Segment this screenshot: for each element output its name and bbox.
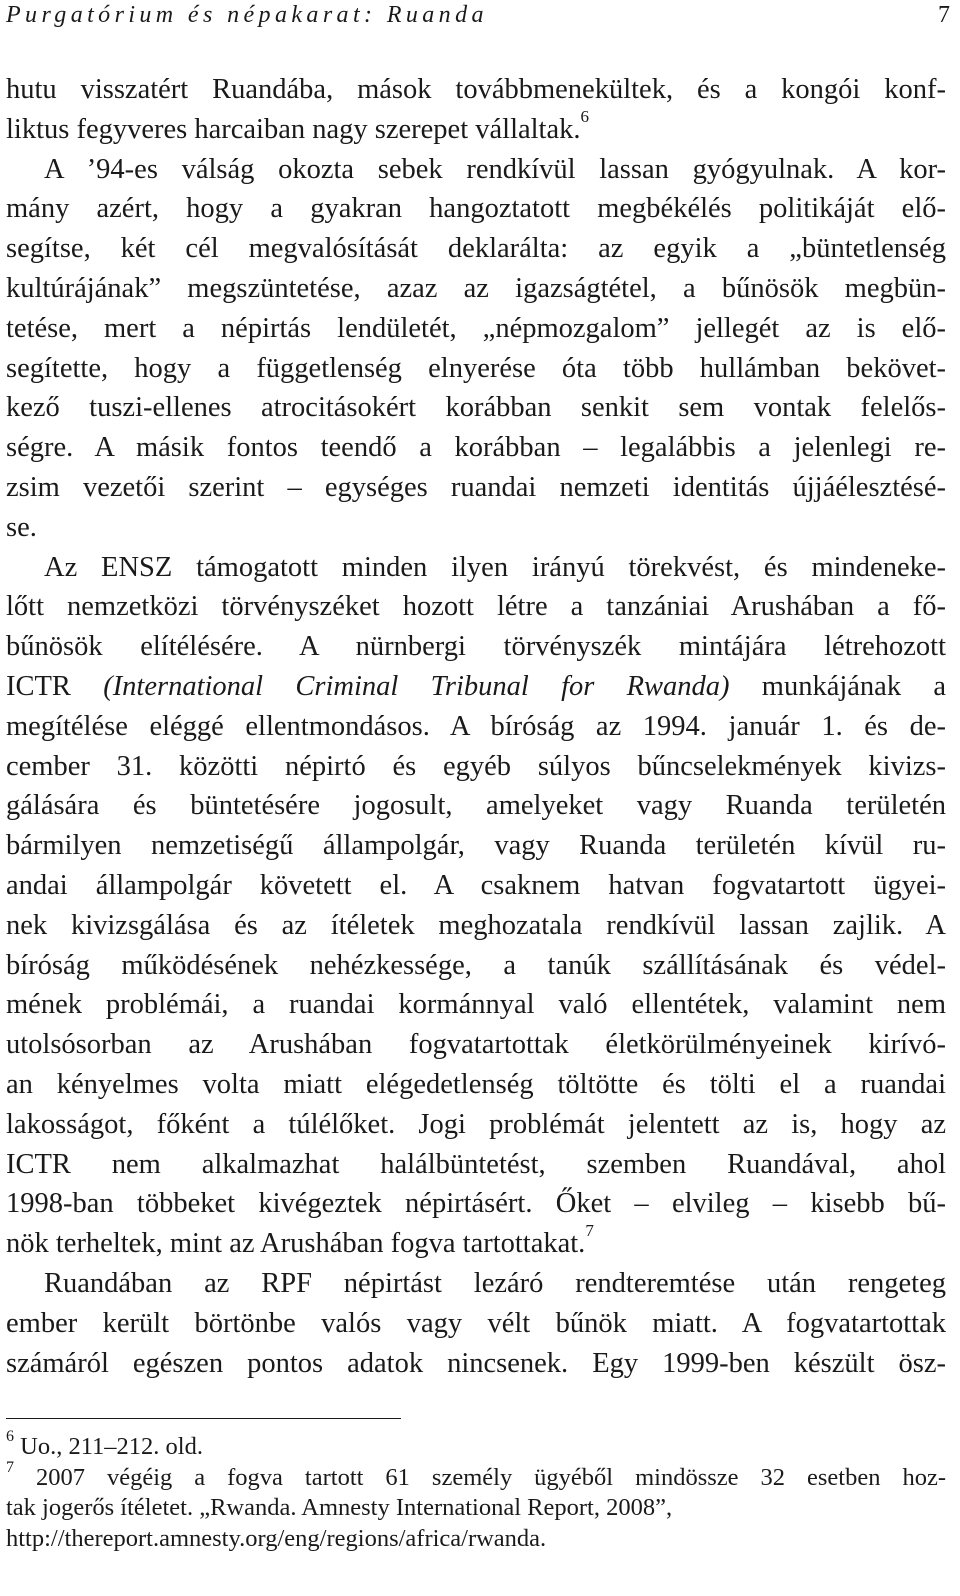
running-header (6, 0, 954, 32)
italic-segment: (International Criminal Tribunal for Rwanda) (103, 670, 730, 702)
paragraph-1 (6, 70, 946, 150)
text-line: bármilyen nemzetiségű állampolgár, vagy Ruanda területén kívül ru- (6, 830, 946, 862)
text-line: Ruandában az RPF népirtást lezáró rendteremtése után rengeteg (44, 1267, 946, 1299)
footnote-7 (6, 1458, 947, 1494)
text-line: A ’94-es válság okozta sebek rendkívül lassan gyógyulnak. A kor- (44, 153, 946, 185)
text-segment: liktus fegyveres harcaiban nagy szerepet vállaltak. (6, 113, 581, 145)
text-line: se. (6, 511, 37, 543)
footnote-link[interactable]: http://thereport.amnesty.org/eng/regions/africa/rwanda. (6, 1524, 547, 1552)
footnote-text: 2007 végéig a fogva tartott 61 személy ügyéből mindössze 32 esetben hoz- (36, 1463, 947, 1491)
running-title: Purgatórium és népakarat: Ruanda (6, 2, 488, 28)
text-line: kultúrájának” megszüntetése, azaz az igazságtétel, a bűnösök megbün- (6, 272, 946, 304)
text-line: gálására és büntetésére jogosult, amelyeket vagy Ruanda területén (6, 790, 946, 822)
page-number: 7 (938, 2, 950, 28)
footnote-divider (6, 1418, 401, 1419)
text-line: 1998-ban többeket kivégeztek népirtásért. Őket – elvileg – kisebb bű- (6, 1188, 946, 1220)
text-segment: nök terheltek, mint az Arushában fogva tartottakat. (6, 1228, 586, 1260)
text-line: utolsósorban az Arushában fogvatartottak életkörülményeinek kirívó- (6, 1029, 946, 1061)
text-line: segítse, két cél megvalósítását deklarálta: az egyik a „büntetlenség (6, 233, 946, 265)
text-line: cember 31. közötti népirtó és egyéb súlyos bűncselekmények kivizs- (6, 750, 946, 782)
text-segment: ICTR (6, 670, 71, 702)
paragraph-4 (6, 1264, 946, 1383)
text-line: Az ENSZ támogatott minden ilyen irányú törekvést, és mindeneke- (44, 551, 946, 583)
text-line: bíróság működésének nehézkessége, a tanúk szállításának és védel- (6, 949, 946, 981)
footnote-text: Uo., 211–212. old. (20, 1433, 203, 1460)
text-line: mány azért, hogy a gyakran hangoztatott megbékélés politikáját elő- (6, 193, 946, 225)
paragraph-3 (6, 548, 946, 1264)
text-line: ICTR nem alkalmazhat halálbüntetést, szemben Ruandával, ahol (6, 1148, 946, 1180)
text-line: kező tuszi-ellenes atrocitásokért korábban senkit sem vontak felelős- (6, 392, 946, 424)
footnote-number: 7 (6, 1458, 14, 1476)
text-line: ember került börtönbe valós vagy vélt bűnök miatt. A fogvatartottak (6, 1307, 946, 1339)
text-line: mének problémái, a ruandai kormánnyal való ellentétek, valamint nem (6, 989, 946, 1021)
footnotes (6, 1428, 947, 1554)
text-line: lőtt nemzetközi törvényszéket hozott létre a tanzániai Arushában a fő- (6, 591, 946, 623)
body-text (6, 70, 946, 1383)
footnote-text-line: tak jogerős ítéletet. „Rwanda. Amnesty International Report, 2008”, (6, 1494, 673, 1521)
text-line: andai állampolgár követett el. A csaknem hatvan fogvatartott ügyei- (6, 869, 946, 901)
text-line: an kényelmes volta miatt elégedetlenség töltötte és tölti el a ruandai (6, 1068, 946, 1100)
footnote-ref-6[interactable]: 6 (580, 106, 589, 126)
text-line: lakosságot, főként a túlélőket. Jogi problémát jelentett az is, hogy az (6, 1108, 946, 1140)
paragraph-2 (6, 150, 946, 548)
text-line: segítette, hogy a függetlenség elnyerése óta több hullámban bekövet- (6, 352, 946, 384)
footnote-6 (6, 1428, 946, 1463)
footnote-number: 6 (6, 1428, 14, 1445)
footnote-ref-7[interactable]: 7 (585, 1221, 594, 1241)
text-line: megítélése eléggé ellentmondásos. A bíróság az 1994. január 1. és de- (6, 710, 946, 742)
text-line: számáról egészen pontos adatok nincsenek. Egy 1999-ben készült ösz- (6, 1347, 946, 1379)
text-segment: munkájának a (761, 670, 947, 702)
text-line: nek kivizsgálása és az ítéletek meghozatala rendkívül lassan zajlik. A (6, 909, 946, 941)
text-line (6, 667, 946, 707)
text-line: bűnösök elítélésére. A nürnbergi törvényszék mintájára létrehozott (6, 631, 946, 663)
text-line: hutu visszatért Ruandába, mások továbbmenekültek, és a kongói konf- (6, 74, 946, 105)
text-line: tetése, mert a népirtás lendületét, „népmozgalom” jellegét az is elő- (6, 312, 946, 344)
text-line (6, 1221, 946, 1264)
text-line (6, 106, 946, 150)
text-line: zsim vezetői szerint – egységes ruandai nemzeti identitás újjáélesztésé- (6, 471, 946, 503)
text-line: ségre. A másik fontos teendő a korábban – legalábbis a jelenlegi re- (6, 432, 946, 464)
